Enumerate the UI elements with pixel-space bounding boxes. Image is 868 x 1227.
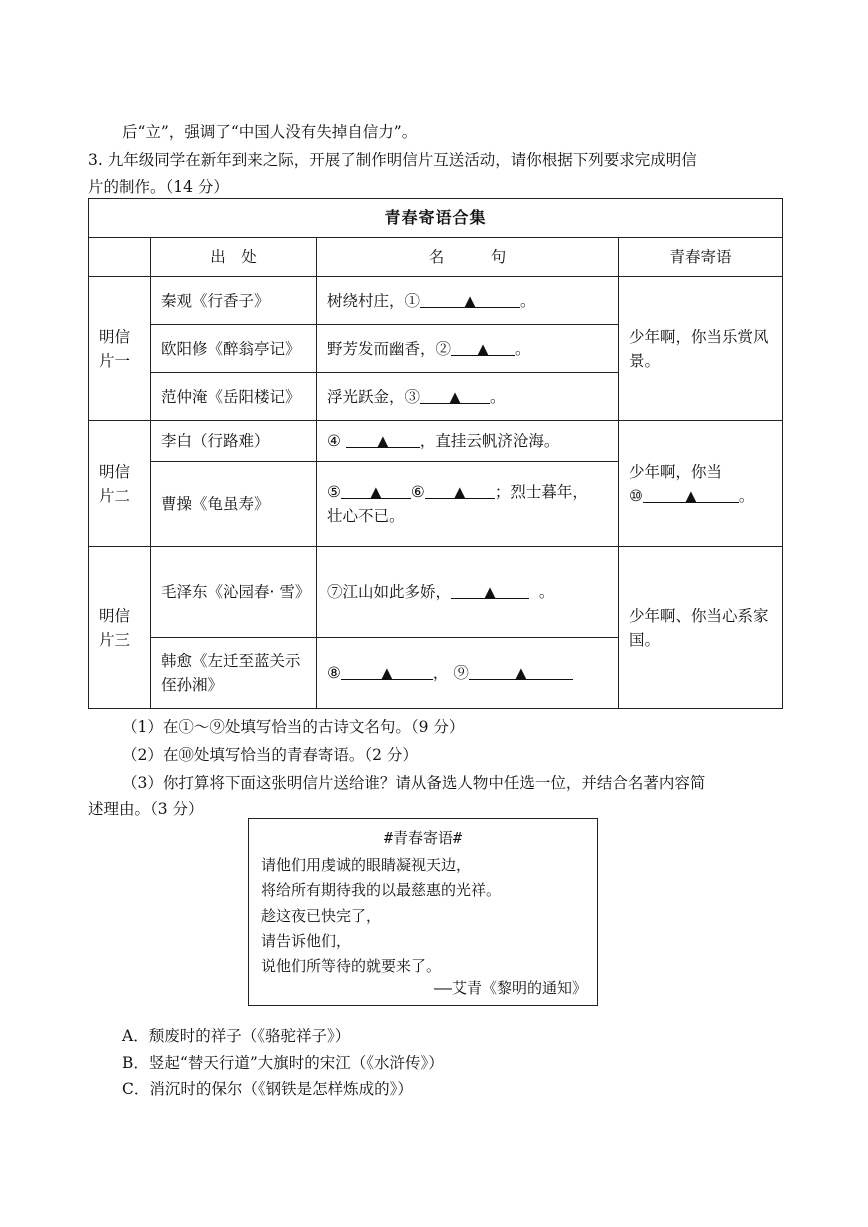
- intro-line: 后“立”，强调了“中国人没有失掉自信力”。: [122, 123, 418, 141]
- sub-question-3-line2: 述理由。（3 分）: [88, 800, 204, 818]
- poem-line: 趁这夜已快完了，: [261, 907, 382, 925]
- message-prefix: 少年啊，你当: [629, 462, 723, 481]
- triangle-marker-icon: ▲: [515, 664, 527, 682]
- poem-line: 将给所有期待我的以最慈惠的光祥。: [261, 881, 502, 899]
- triangle-marker-icon: ▲: [477, 339, 489, 358]
- triangle-marker-icon: ▲: [381, 664, 393, 682]
- table-title: 青春寄语合集: [89, 199, 783, 238]
- option-a[interactable]: A．颓废时的祥子（《骆驼祥子》）: [122, 1027, 351, 1045]
- option-c[interactable]: C．消沉时的保尔（《钢铁是怎样炼成的》）: [122, 1080, 413, 1098]
- marker-8: ⑧: [327, 664, 341, 682]
- postcard-1-label: 明信片一: [89, 277, 151, 421]
- sub-question-3-line1: （3）你打算将下面这张明信片送给谁？请从备选人物中任选一位，并结合名著内容简: [122, 774, 706, 792]
- answer-blank-10[interactable]: [643, 484, 739, 503]
- triangle-marker-icon: ▲: [370, 483, 382, 501]
- source-cell: 韩愈《左迁至蓝关示侄孙湘》: [151, 638, 317, 709]
- corner-cell: [89, 238, 151, 277]
- header-source: 出 处: [151, 238, 317, 277]
- marker-6: ⑥: [410, 483, 425, 501]
- poem-line: 请他们用虔诚的眼睛凝视天边，: [261, 856, 472, 874]
- answer-blank-7[interactable]: [451, 580, 529, 599]
- answer-blank-6[interactable]: [425, 480, 495, 499]
- marker-sep: ，: [432, 664, 449, 682]
- header-quote: 名 句: [317, 238, 619, 277]
- quote-suffix: 。: [538, 583, 555, 601]
- quote-prefix: 树绕村庄，①: [327, 291, 421, 310]
- triangle-marker-icon: ▲: [685, 486, 697, 505]
- source-cell: 秦观《行香子》: [151, 277, 317, 325]
- quote-cell-5-6: [317, 462, 619, 547]
- poem-title: #青春寄语#: [383, 829, 463, 847]
- postcard-2-label: 明信片二: [89, 421, 151, 547]
- postcard-3-label: 明信片三: [89, 547, 151, 709]
- quote-cell-3: [317, 373, 619, 421]
- quote-cell-2: [317, 325, 619, 373]
- marker-10: ⑩: [629, 486, 643, 505]
- quote-prefix: ⑦江山如此多娇，: [327, 583, 452, 601]
- quote-prefix: 野芳发而幽香，②: [327, 339, 452, 358]
- quote-cell-1: [317, 277, 619, 325]
- question-3-line2: 片的制作。（14 分）: [88, 178, 229, 196]
- triangle-marker-icon: ▲: [484, 583, 496, 601]
- quote-suffix: 。: [520, 291, 536, 310]
- source-cell: 毛泽东《沁园春· 雪》: [151, 547, 317, 638]
- triangle-marker-icon: ▲: [464, 291, 476, 310]
- postcard-2-message: [619, 421, 783, 547]
- quote-cell-8-9: [317, 638, 619, 709]
- poem-line: 说他们所等待的就要来了。: [261, 957, 442, 975]
- sub-question-2: （2）在⑩处填写恰当的青春寄语。（2 分）: [122, 746, 418, 764]
- quote-prefix: 浮光跃金，③: [327, 387, 421, 406]
- source-cell: 范仲淹《岳阳楼记》: [151, 373, 317, 421]
- source-cell: 李白（行路难）: [151, 421, 317, 462]
- marker-4: ④: [327, 432, 341, 450]
- marker-9: ⑨: [453, 664, 469, 682]
- message-suffix: 。: [738, 486, 755, 505]
- answer-blank-3[interactable]: [420, 385, 490, 404]
- answer-blank-9[interactable]: [469, 661, 573, 680]
- answer-blank-5[interactable]: [341, 480, 411, 499]
- poem-line: 请告诉他们，: [261, 932, 352, 950]
- marker-5: ⑤: [327, 483, 341, 501]
- source-cell: 曹操《龟虽寿》: [151, 462, 317, 547]
- source-cell: 欧阳修《醉翁亭记》: [151, 325, 317, 373]
- poem-source: ——艾青《黎明的通知》: [433, 979, 587, 997]
- triangle-marker-icon: ▲: [449, 387, 461, 406]
- header-message: 青春寄语: [619, 238, 783, 277]
- quote-suffix: 。: [515, 339, 531, 358]
- triangle-marker-icon: ▲: [454, 483, 466, 501]
- quote-line2: 壮心不已。: [327, 507, 405, 525]
- quote-suffix: ，直挂云帆济沧海。: [419, 432, 560, 450]
- postcard-1-message: 少年啊，你当乐赏风景。: [619, 277, 783, 421]
- postcard-3-message: 少年啊、你当心系家国。: [619, 547, 783, 709]
- poem-card: [248, 818, 598, 1006]
- question-3-line1: 3. 九年级同学在新年到来之际，开展了制作明信片互送活动，请你根据下列要求完成明信: [88, 151, 697, 169]
- sub-question-1: （1）在①～⑨处填写恰当的古诗文名句。（9 分）: [122, 718, 465, 736]
- postcard-table: [88, 198, 783, 709]
- answer-blank-4[interactable]: [346, 429, 420, 448]
- quote-cell-7: [317, 547, 619, 638]
- option-b[interactable]: B．竖起“替天行道”大旗时的宋江（《水浒传》）: [122, 1054, 444, 1072]
- answer-blank-1[interactable]: [420, 289, 520, 308]
- quote-cell-4: [317, 421, 619, 462]
- quote-suffix: 。: [490, 387, 506, 406]
- answer-blank-2[interactable]: [451, 337, 515, 356]
- answer-blank-8[interactable]: [341, 661, 433, 680]
- triangle-marker-icon: ▲: [377, 432, 389, 450]
- quote-suffix: ；烈士暮年，: [494, 483, 588, 501]
